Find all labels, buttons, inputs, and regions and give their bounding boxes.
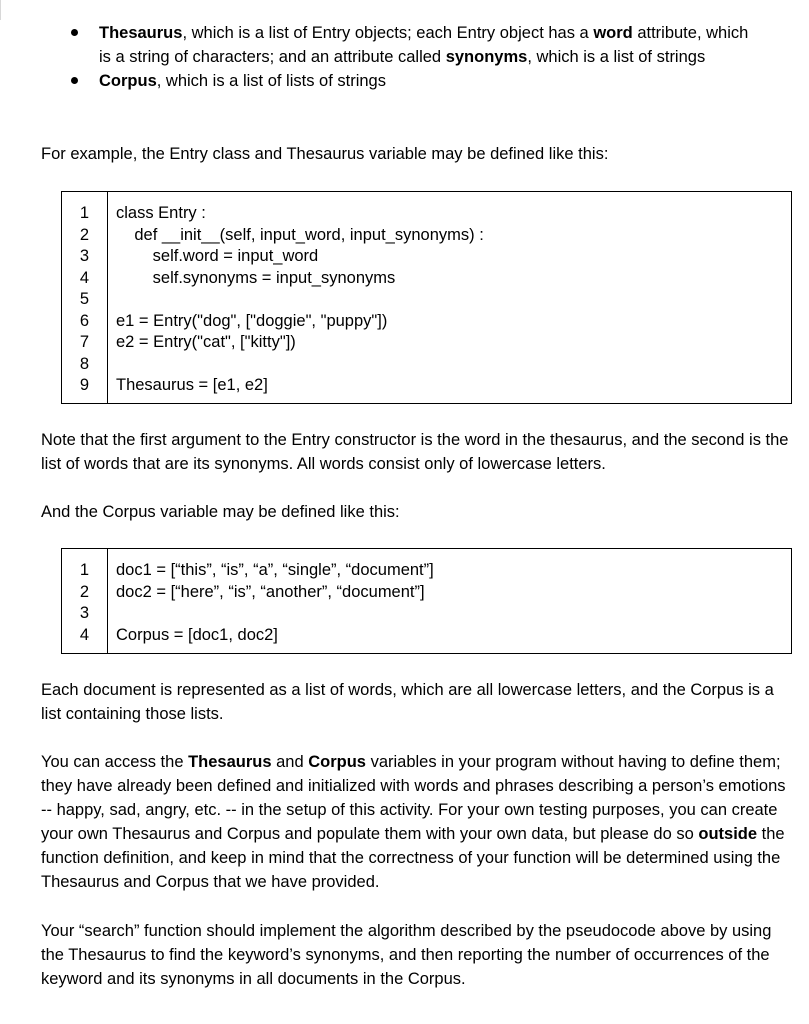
access-paragraph bbox=[41, 750, 793, 894]
example-intro-paragraph: For example, the Entry class and Thesaurus variable may be defined like this: bbox=[41, 145, 609, 163]
code-line bbox=[116, 289, 791, 311]
access-thesaurus-term: Thesaurus bbox=[188, 753, 272, 771]
code-line bbox=[116, 603, 791, 625]
access-text-2: and bbox=[271, 753, 309, 771]
line-number: 4 bbox=[79, 625, 90, 644]
code-line: e2 = Entry("cat", ["kitty"]) bbox=[116, 333, 296, 351]
code-line: self.word = input_word bbox=[116, 247, 319, 265]
line-number: 5 bbox=[79, 290, 90, 308]
line-number: 9 bbox=[79, 376, 90, 394]
bullet-corpus bbox=[68, 69, 758, 93]
code-line: Corpus = [doc1, doc2] bbox=[116, 625, 278, 644]
access-text-4: the function definition, and keep in mind that the correctness of your function will be determined using the Thesaurus and Corpus that we have provided. bbox=[41, 825, 785, 891]
entry-code-line-numbers bbox=[62, 192, 108, 403]
line-number: 4 bbox=[79, 268, 90, 287]
bullet-thesaurus-term: Thesaurus bbox=[99, 24, 183, 42]
corpus-code-line-numbers bbox=[62, 549, 108, 653]
entry-code-block bbox=[61, 191, 792, 404]
code-line: doc2 = [“here”, “is”, “another”, “document”] bbox=[116, 582, 425, 601]
line-number: 1 bbox=[79, 561, 90, 579]
entry-code-lines bbox=[108, 192, 791, 403]
code-line: class Entry : bbox=[116, 204, 206, 222]
page-edge-rule bbox=[0, 0, 1, 20]
access-corpus-term: Corpus bbox=[308, 753, 366, 771]
line-number: 2 bbox=[79, 225, 90, 244]
bullet-thesaurus-text-a: , which is a list of Entry objects; each Entry object has a bbox=[182, 24, 594, 42]
bullet-thesaurus bbox=[68, 21, 758, 69]
code-line: def __init__(self, input_word, input_synonyms) : bbox=[116, 225, 484, 244]
bullet-thesaurus-word-term: word bbox=[593, 24, 633, 42]
line-number: 2 bbox=[79, 582, 90, 601]
access-text-3: variables in your program without having to define them; they have already been defined and initialized with words and phrases describing a person’s emotions -- happy, sad, angry, etc. -- in the setup of this activity. For your own testing purposes, you can create your own Thesaurus and Corpus and populate them with your own data, but please do so bbox=[41, 753, 786, 843]
code-line: self.synonyms = input_synonyms bbox=[116, 268, 396, 287]
code-line bbox=[116, 354, 791, 376]
access-outside-term: outside bbox=[698, 825, 758, 843]
corpus-code-lines bbox=[108, 549, 791, 653]
entry-note-paragraph: Note that the first argument to the Entry constructor is the word in the thesaurus, and the second is the list of words that are its synonyms. All words consist only of lowercase letters. bbox=[41, 431, 789, 473]
code-line: doc1 = [“this”, “is”, “a”, “single”, “document”] bbox=[116, 561, 434, 579]
line-number: 3 bbox=[79, 247, 90, 265]
bullet-thesaurus-text-b: attribute, which is a string of characters; and an attribute called bbox=[99, 24, 749, 66]
line-number: 8 bbox=[79, 354, 90, 373]
bullet-thesaurus-synonyms-term: synonyms bbox=[445, 48, 528, 66]
line-number: 3 bbox=[79, 604, 90, 622]
access-text-1: You can access the bbox=[41, 753, 189, 771]
code-line: e1 = Entry("dog", ["doggie", "puppy"]) bbox=[116, 311, 388, 330]
code-line: Thesaurus = [e1, e2] bbox=[116, 376, 268, 394]
document-note-paragraph: Each document is represented as a list of words, which are all lowercase letters, and the Corpus is a list containing those lists. bbox=[41, 681, 774, 723]
bullet-thesaurus-text-c: , which is a list of strings bbox=[527, 48, 706, 66]
corpus-code-block bbox=[61, 548, 792, 654]
definition-bullet-list bbox=[68, 21, 758, 93]
search-function-paragraph: Your “search” function should implement the algorithm described by the pseudocode above by using the Thesaurus to find the keyword’s synonyms, and then reporting the number of occurrences of the keyword and its synonyms in all documents in the Corpus. bbox=[41, 922, 772, 988]
line-number: 7 bbox=[79, 333, 90, 351]
line-number: 6 bbox=[79, 311, 90, 330]
corpus-intro-paragraph: And the Corpus variable may be defined like this: bbox=[41, 503, 400, 521]
bullet-corpus-text: , which is a list of lists of strings bbox=[156, 72, 386, 90]
bullet-corpus-term: Corpus bbox=[99, 72, 157, 90]
line-number: 1 bbox=[79, 204, 90, 222]
